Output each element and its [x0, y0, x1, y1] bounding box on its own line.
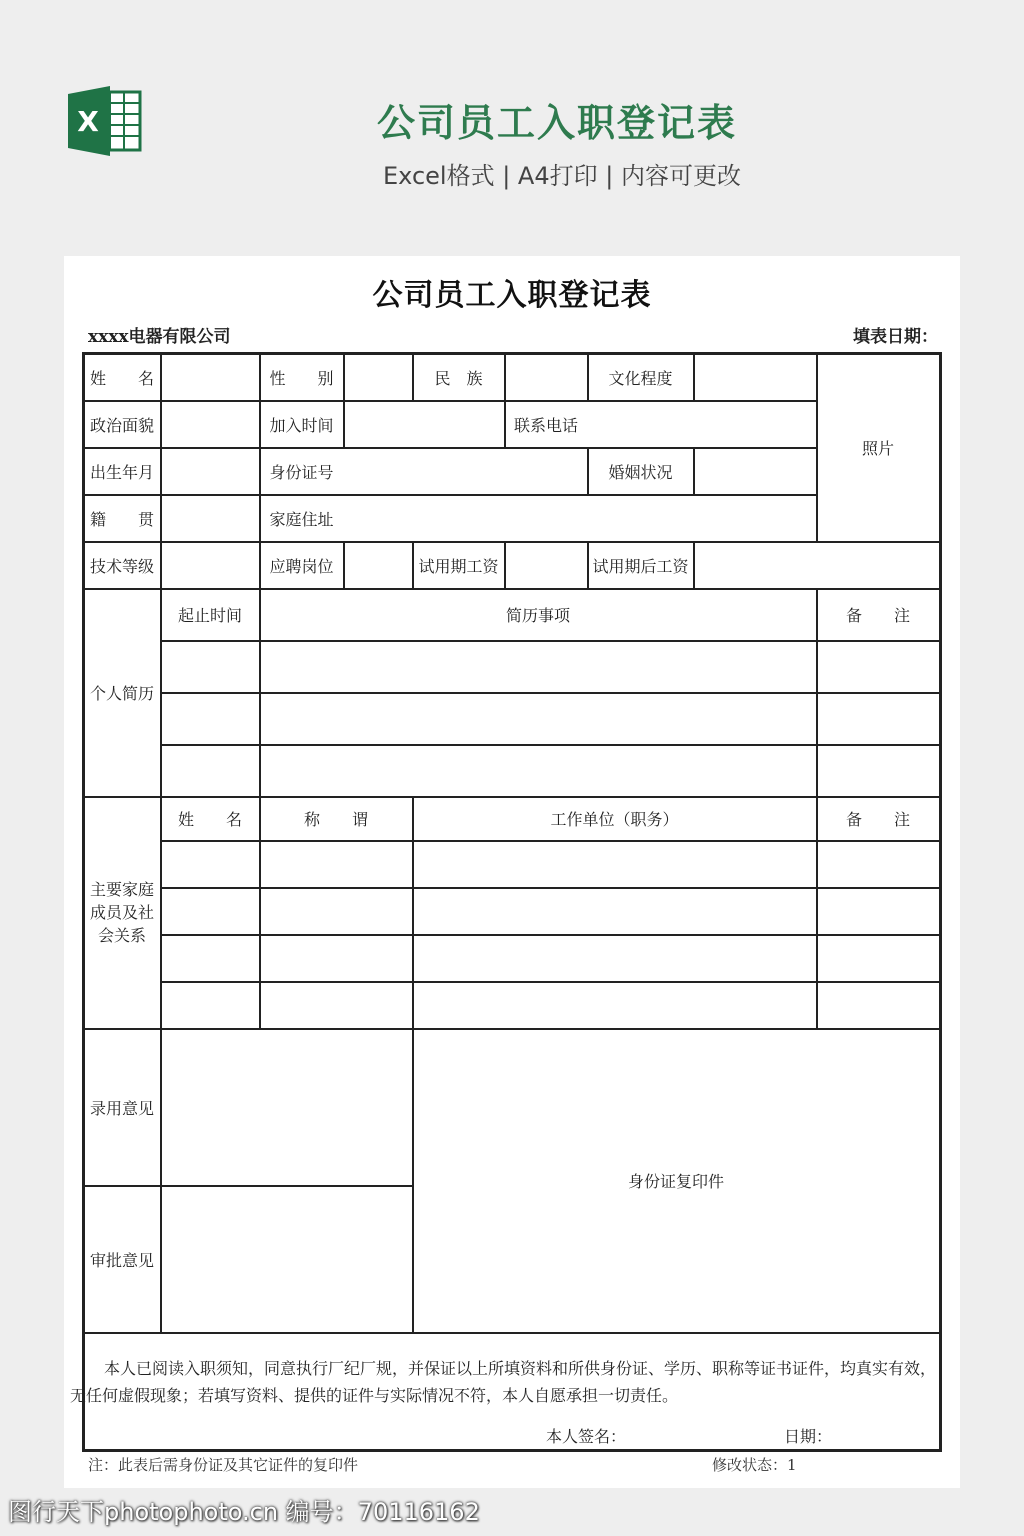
form-paper — [64, 256, 960, 1488]
vline — [693, 541, 695, 588]
hline — [160, 934, 942, 936]
vline — [343, 541, 345, 588]
col-member-relation: 称 谓 — [303, 810, 368, 829]
label-marital: 婚姻状况 — [608, 462, 673, 482]
vline — [504, 541, 506, 588]
company-name: xxxx电器有限公司 — [88, 327, 231, 347]
label-after-probation-salary: 试用期后工资 — [592, 556, 689, 576]
border-right — [939, 352, 942, 1452]
hline — [160, 840, 942, 842]
label-skill: 技术等级 — [90, 556, 155, 576]
label-address: 家庭住址 — [269, 509, 334, 529]
label-phone: 联系电话 — [513, 415, 578, 435]
form-grid — [64, 256, 960, 1488]
col-member-unit: 工作单位（职务） — [550, 810, 679, 829]
hline — [160, 744, 942, 746]
vline — [160, 352, 162, 1332]
label-approval-opinion: 审批意见 — [90, 1250, 155, 1270]
footnote-right: 修改状态：1 — [712, 1456, 797, 1474]
border-top — [82, 352, 942, 355]
hline — [160, 692, 942, 694]
hline — [160, 981, 942, 983]
label-politics: 政治面貌 — [90, 415, 155, 435]
section-family: 主要家庭成员及社会关系 — [89, 880, 154, 945]
label-name: 姓 名 — [90, 368, 155, 388]
hline — [82, 447, 816, 449]
label-position: 应聘岗位 — [269, 556, 334, 576]
label-ethnicity: 民 族 — [434, 368, 483, 388]
col-start-end-time: 起止时间 — [177, 606, 242, 625]
label-education: 文化程度 — [608, 368, 673, 388]
label-probation-salary: 试用期工资 — [418, 556, 499, 576]
label-gender: 性 别 — [269, 368, 334, 388]
photo-placeholder: 照片 — [861, 439, 894, 458]
hline — [82, 400, 816, 402]
id-copy-area: 身份证复印件 — [627, 1172, 724, 1191]
section-resume: 个人简历 — [90, 684, 155, 703]
form-title: 公司员工入职登记表 — [372, 278, 652, 313]
label-birth: 出生年月 — [90, 462, 155, 482]
label-hire-opinion: 录用意见 — [90, 1098, 155, 1118]
hline — [160, 887, 942, 889]
col-member-name: 姓 名 — [177, 810, 242, 829]
banner — [0, 0, 1024, 240]
fill-date-label: 填表日期： — [853, 327, 938, 347]
banner-subtitle: Excel格式 | A4打印 | 内容可更改 — [383, 162, 741, 190]
signature-label: 本人签名： — [546, 1427, 627, 1446]
hline — [160, 640, 942, 642]
vline — [343, 352, 345, 447]
label-native: 籍 贯 — [90, 509, 155, 529]
date-label: 日期： — [784, 1427, 833, 1446]
banner-title: 公司员工入职登记表 — [376, 101, 737, 145]
vline — [693, 352, 695, 400]
label-join-time: 加入时间 — [269, 415, 334, 435]
hline — [82, 1332, 942, 1334]
hline — [82, 541, 942, 543]
col-resume-note: 备 注 — [845, 606, 910, 625]
declaration-text: 本人已阅读入职须知，同意执行厂纪厂规，并保证以上所填资料和所供身份证、学历、职称等证书证件，均真实有效，无任何虚假现象；若填写资料、提供的证件与实际情况不符，本人自愿承担一切责任。 — [70, 1359, 937, 1405]
footnote-left: 注：此表后需身份证及其它证件的复印件 — [88, 1456, 359, 1474]
watermark: 图行天下photophoto.cn 编号：70116162 — [8, 1497, 480, 1526]
hline — [82, 494, 816, 496]
vline — [693, 447, 695, 494]
col-member-note: 备 注 — [845, 810, 910, 829]
border-bottom — [82, 1449, 942, 1452]
svg-text:X: X — [77, 105, 99, 138]
label-id-number: 身份证号 — [269, 462, 334, 482]
col-resume-items: 简历事项 — [505, 606, 570, 625]
